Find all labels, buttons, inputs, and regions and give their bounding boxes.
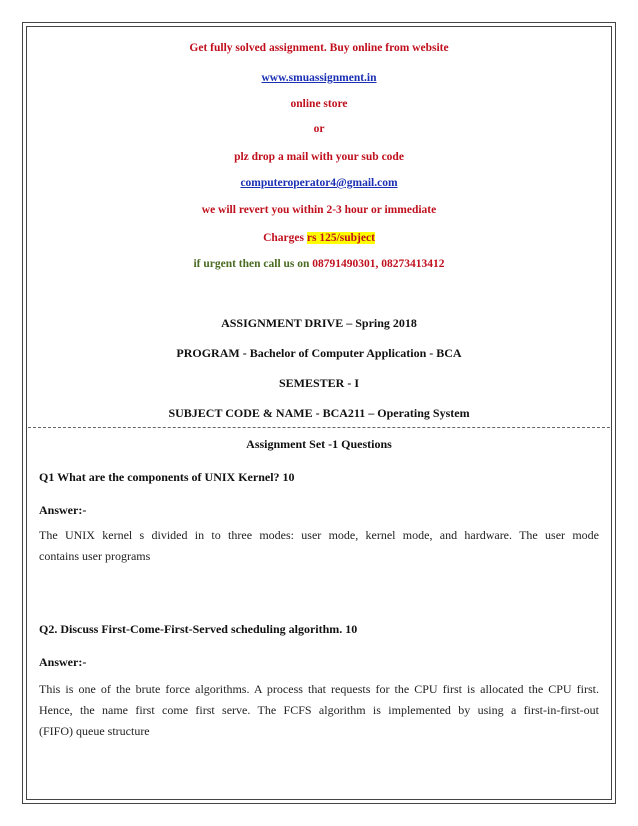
urgent-text: if urgent then call us on: [193, 258, 310, 270]
phone-separator: ,: [375, 258, 379, 270]
subject-line: SUBJECT CODE & NAME - BCA211 – Operating System: [168, 406, 470, 420]
set-title: Assignment Set -1 Questions: [246, 437, 392, 451]
answer-1-line-2: contains user programs: [39, 549, 151, 563]
urgent-row: [0, 258, 638, 270]
answer-1-text: [39, 525, 599, 567]
answer-2-line-1: This is one of the brute force algorithms. A process that requests for the CPU first is allocated the CPU first.: [39, 682, 599, 696]
charges-row: [0, 232, 638, 244]
phone-2: 08273413412: [381, 258, 445, 270]
email-link-row: [0, 177, 638, 189]
answer-1-line-1: The UNIX kernel s divided in to three modes: user mode, kernel mode, and hardware. The user mode: [39, 528, 599, 542]
promo-line-5: plz drop a mail with your sub code: [234, 151, 404, 163]
promo-line-4: or: [313, 123, 325, 135]
website-link[interactable]: www.smuassignment.in: [261, 72, 377, 84]
semester-line: SEMESTER - I: [278, 376, 360, 390]
email-link[interactable]: computeroperator4@gmail.com: [240, 177, 398, 189]
answer-2-text: [39, 679, 599, 742]
phone-1: 08791490301: [312, 258, 376, 270]
charges-label: Charges: [263, 232, 304, 244]
answer-label-2: Answer:-: [39, 655, 87, 669]
promo-line-1: Get fully solved assignment. Buy online from website: [189, 42, 449, 54]
promo-line-3: online store: [290, 98, 348, 110]
website-link-row: [0, 72, 638, 84]
question-2: Q2. Discuss First-Come-First-Served scheduling algorithm. 10: [39, 622, 358, 636]
answer-2-line-2: Hence, the name first come first serve. The FCFS algorithm is implemented by using a first-in-first-out: [39, 703, 599, 717]
assignment-title: ASSIGNMENT DRIVE – Spring 2018: [221, 316, 417, 330]
program-line: PROGRAM - Bachelor of Computer Application - BCA: [176, 346, 462, 360]
promo-line-7: we will revert you within 2-3 hour or immediate: [201, 204, 437, 216]
answer-2-line-3: (FIFO) queue structure: [39, 724, 150, 738]
section-divider: [28, 427, 610, 428]
answer-label-1: Answer:-: [39, 503, 87, 517]
question-1: Q1 What are the components of UNIX Kernel? 10: [39, 470, 295, 484]
charges-value: rs 125/subject: [306, 232, 375, 244]
